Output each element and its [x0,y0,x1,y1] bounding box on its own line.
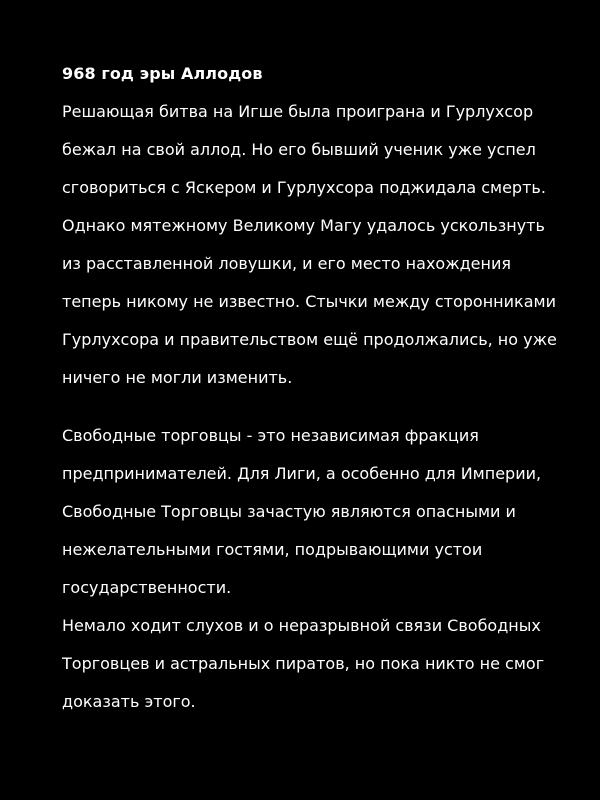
lore-line: теперь никому не известно. Стычки между сторонниками [62,292,556,311]
lore-line: государственности. [62,578,232,597]
lore-line: предпринимателей. Для Лиги, а особенно для Империи, [62,464,542,483]
lore-title: 968 год эры Аллодов [62,64,263,83]
lore-line: Гурлухсора и правительством ещё продолжались, но уже [62,330,557,349]
lore-line: Решающая битва на Игше была проиграна и Гурлухсор [62,102,534,121]
lore-line: из расставленной ловушки, и его место нахождения [62,254,511,273]
lore-line: Однако мятежному Великому Магу удалось ускользнуть [62,216,545,235]
lore-line: ничего не могли изменить. [62,368,293,387]
lore-line: доказать этого. [62,692,196,711]
lore-line: Свободные торговцы - это независимая фракция [62,426,479,445]
lore-line: Торговцев и астральных пиратов, но пока никто не смог [62,654,545,673]
lore-line: нежелательными гостями, подрывающими устои [62,540,483,559]
lore-line: сговориться с Яскером и Гурлухсора поджидала смерть. [62,178,546,197]
lore-line: бежал на свой аллод. Но его бывший ученик уже успел [62,140,536,159]
lore-line: Свободные Торговцы зачастую являются опасными и [62,502,516,521]
lore-line: Немало ходит слухов и о неразрывной связи Свободных [62,616,541,635]
